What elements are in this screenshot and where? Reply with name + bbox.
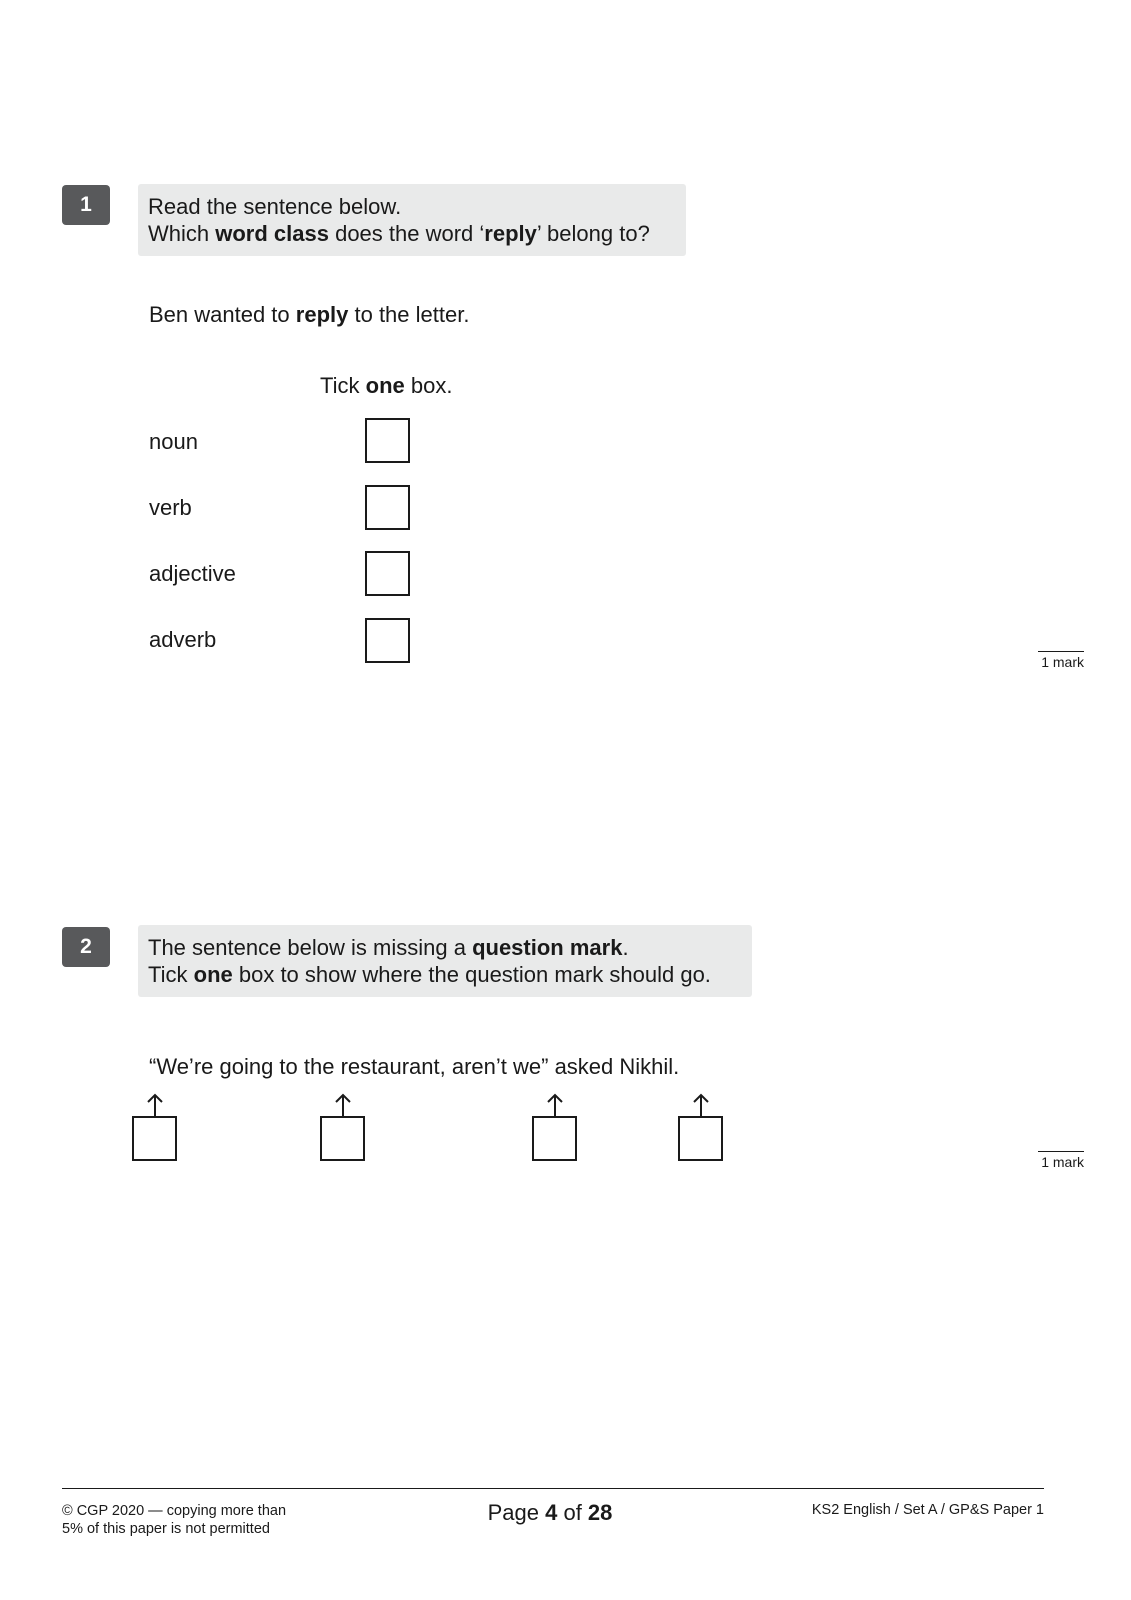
copyright-line-2: 5% of this paper is not permitted (62, 1521, 270, 1537)
tickbox-verb[interactable] (365, 485, 410, 530)
up-arrow-icon (333, 1093, 353, 1117)
prompt-line-2: Which word class does the word ‘reply’ belong to? (148, 221, 650, 246)
tickbox-position-2[interactable] (320, 1116, 365, 1161)
question-number-1: 1 (62, 185, 110, 225)
tickbox-position-4[interactable] (678, 1116, 723, 1161)
prompt-line-2: Tick one box to show where the question mark should go. (148, 962, 711, 987)
question-2-prompt (138, 925, 752, 997)
question-2-mark: 1 mark (1038, 1151, 1084, 1170)
page-number: Page 4 of 28 (487, 1500, 613, 1525)
option-label-noun: noun (149, 429, 198, 454)
tickbox-position-1[interactable] (132, 1116, 177, 1161)
tickbox-position-3[interactable] (532, 1116, 577, 1161)
footer-paper-title: KS2 English / Set A / GP&S Paper 1 (811, 1502, 1044, 1518)
question-1-prompt (138, 184, 686, 256)
option-label-verb: verb (149, 495, 192, 520)
question-number-2: 2 (62, 927, 110, 967)
copyright-line-1: © CGP 2020 — copying more than (62, 1503, 287, 1519)
question-2-sentence: “We’re going to the restaurant, aren’t we” asked Nikhil. (149, 1054, 680, 1079)
prompt-line-1: The sentence below is missing a question mark. (148, 935, 629, 960)
question-1-mark: 1 mark (1038, 651, 1084, 670)
tickbox-adjective[interactable] (365, 551, 410, 596)
tickbox-noun[interactable] (365, 418, 410, 463)
tick-instruction: Tick one box. (320, 373, 453, 398)
up-arrow-icon (545, 1093, 565, 1117)
up-arrow-icon (691, 1093, 711, 1117)
option-label-adjective: adjective (149, 561, 236, 586)
tickbox-adverb[interactable] (365, 618, 410, 663)
up-arrow-icon (145, 1093, 165, 1117)
footer-divider (62, 1488, 1044, 1489)
question-1-sentence: Ben wanted to reply to the letter. (149, 302, 470, 327)
prompt-line-1: Read the sentence below. (148, 194, 402, 219)
option-label-adverb: adverb (149, 627, 217, 652)
